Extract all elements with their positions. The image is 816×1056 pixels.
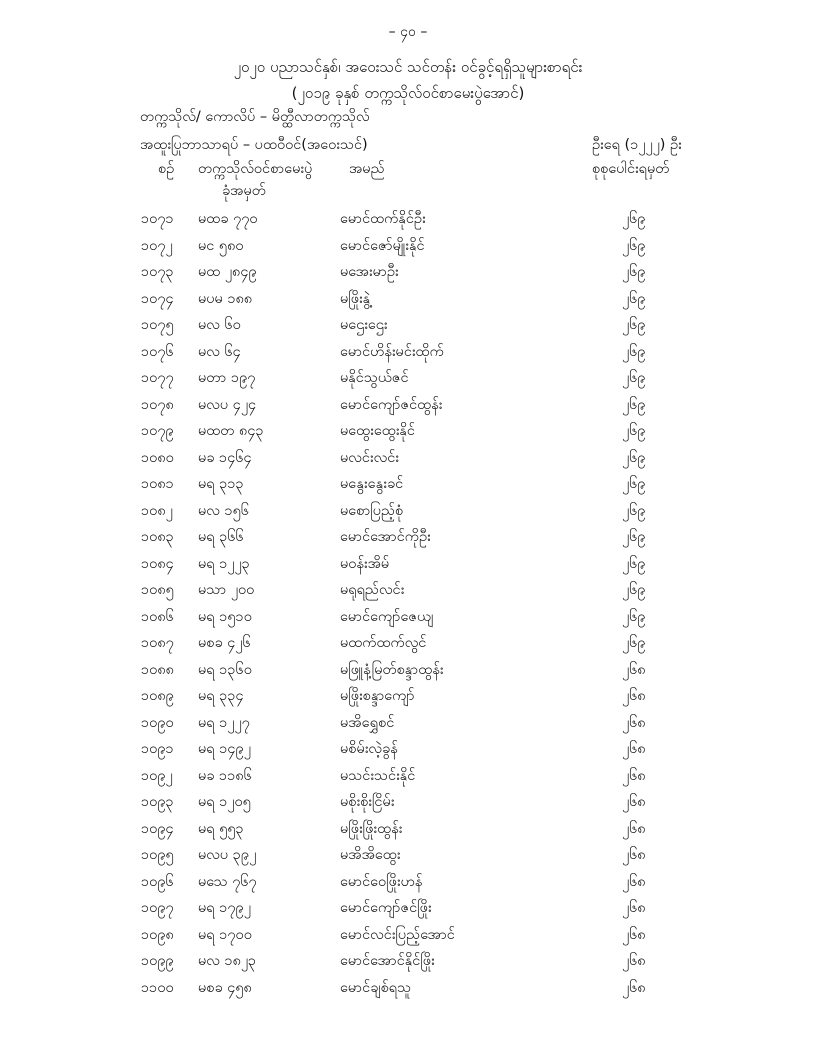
marks-cell: ၂၆၈ bbox=[622, 847, 646, 863]
serial-cell: ၁၀၉၆ bbox=[141, 873, 174, 890]
marks-cell: ၂၆၉ bbox=[622, 449, 646, 466]
serial-cell: ၁၀၉၇ bbox=[141, 900, 174, 916]
serial-cell: ၁၀၈၃ bbox=[141, 529, 174, 545]
table-row bbox=[0, 763, 816, 790]
table-row bbox=[0, 471, 816, 498]
serial-cell: ၁၀၇၄ bbox=[141, 290, 174, 307]
serial-cell: ၁၀၈၇ bbox=[141, 635, 174, 651]
roll-number-cell: မရ ၃၆၆ bbox=[198, 529, 244, 545]
marks-cell: ၂၆၉ bbox=[622, 211, 646, 227]
marks-cell: ၂၆၉ bbox=[622, 237, 646, 254]
serial-cell: ၁၀၉၀ bbox=[141, 714, 174, 731]
roll-number-cell: မရ ၁၃၆၀ bbox=[198, 661, 252, 678]
university-label: တက္ကသိုလ်/ ကောလိပ် – မိတ္ထီလာတက္ကသိုလ် bbox=[140, 109, 370, 125]
document-subtitle: (၂၀၁၉ ခုနှစ် တက္ကသိုလ်ဝင်စာမေးပွဲအောင်) bbox=[291, 84, 525, 102]
name-cell: မစိုးစိုးငြိမ်း bbox=[340, 794, 395, 810]
name-cell: မအိရွှေစင် bbox=[340, 714, 395, 731]
marks-cell: ၂၆၉ bbox=[622, 396, 646, 413]
table-row bbox=[0, 869, 816, 896]
name-cell: မောင်ကျော်ဇေယျ bbox=[340, 608, 434, 625]
marks-cell: ၂၆၉ bbox=[622, 635, 646, 651]
marks-cell: ၂၆၈ bbox=[622, 926, 646, 943]
header-roll-number-line2: ခုံအမှတ် bbox=[222, 183, 266, 199]
serial-cell: ၁၀၉၃ bbox=[141, 794, 174, 810]
name-cell: မနွေးနွေးခင် bbox=[340, 476, 404, 492]
serial-cell: ၁၀၉၅ bbox=[141, 847, 174, 863]
table-row bbox=[0, 922, 816, 949]
table-row bbox=[0, 975, 816, 1002]
marks-cell: ၂၆၈ bbox=[622, 953, 646, 969]
roll-number-cell: မထခ ၇၇၀ bbox=[198, 211, 258, 227]
marks-cell: ၂၆၈ bbox=[622, 661, 646, 678]
name-cell: မအိအိထွေး bbox=[340, 847, 401, 863]
marks-cell: ၂၆၈ bbox=[622, 767, 646, 784]
page-number: – ၄၀ – bbox=[388, 24, 428, 40]
table-row bbox=[0, 551, 816, 578]
roll-number-cell: မစခ ၄၅၈ bbox=[198, 979, 252, 996]
name-cell: မဖြိုးဖြိုးထွန်း bbox=[340, 820, 403, 837]
table-row bbox=[0, 683, 816, 710]
roll-number-cell: မရ ၁၅၁၀ bbox=[198, 608, 252, 625]
name-cell: မဖြိုးနွဲ့ bbox=[340, 290, 371, 307]
name-cell: မနိုင်သွယ်ဇင် bbox=[340, 370, 409, 386]
roll-number-cell: မလ ၆၀ bbox=[198, 317, 241, 333]
table-row bbox=[0, 206, 816, 233]
table-row bbox=[0, 392, 816, 419]
marks-cell: ၂၆၈ bbox=[622, 741, 646, 757]
table-row bbox=[0, 710, 816, 737]
marks-cell: ၂၆၈ bbox=[622, 900, 646, 916]
serial-cell: ၁၀၈၆ bbox=[141, 608, 174, 625]
marks-cell: ၂၆၉ bbox=[622, 423, 646, 439]
roll-number-cell: မရ ၁၂၂၃ bbox=[198, 555, 250, 572]
roll-number-cell: မလ ၁၈၂၃ bbox=[198, 953, 257, 969]
table-row bbox=[0, 286, 816, 313]
name-cell: မောင်ချစ်ရသူ bbox=[340, 979, 412, 996]
roll-number-cell: မထတ ၈၄၃ bbox=[198, 423, 264, 439]
table-row bbox=[0, 498, 816, 525]
serial-cell: ၁၀၉၉ bbox=[141, 953, 174, 969]
name-cell: မစိမ်းလဲ့ခွန် bbox=[340, 741, 398, 757]
header-roll-number: တက္ကသိုလ်ဝင်စာမေးပွဲ bbox=[198, 161, 313, 177]
total-count: ဦးရေ (၁၂၂၂) ဦး bbox=[592, 137, 682, 153]
name-cell: မောင်အောင်နိုင်ဖြိုး bbox=[340, 953, 435, 969]
specialization-label: အထူးပြုဘာသာရပ် – ပထဝီဝင်(အဝေးသင်) bbox=[140, 137, 368, 153]
roll-number-cell: မသေ ၇၆၇ bbox=[198, 873, 257, 890]
name-cell: မောင်ဟိန်းမင်းထိုက် bbox=[340, 343, 444, 360]
serial-cell: ၁၀၉၈ bbox=[141, 926, 174, 943]
marks-cell: ၂၆၈ bbox=[622, 820, 646, 837]
roll-number-cell: မခ ၁၁၈၆ bbox=[198, 767, 252, 784]
table-row bbox=[0, 789, 816, 816]
name-cell: မဝန်းအိမ် bbox=[340, 555, 390, 572]
table-row bbox=[0, 418, 816, 445]
marks-cell: ၂၆၉ bbox=[622, 317, 646, 333]
name-cell: မသင်းသင်းနိုင် bbox=[340, 767, 416, 784]
roll-number-cell: မရ ၃၃၄ bbox=[198, 688, 244, 704]
name-cell: မဌေးဌေး bbox=[340, 317, 388, 333]
student-list bbox=[0, 206, 816, 1001]
marks-cell: ၂၆၉ bbox=[622, 555, 646, 572]
serial-cell: ၁၀၈၈ bbox=[141, 661, 174, 678]
roll-number-cell: မစခ ၄၂၆ bbox=[198, 635, 251, 651]
serial-cell: ၁၀၇၁ bbox=[141, 211, 174, 227]
name-cell: မစောပြည့်စုံ bbox=[340, 502, 404, 519]
serial-cell: ၁၀၈၂ bbox=[141, 502, 173, 519]
roll-number-cell: မထ ၂၈၄၉ bbox=[198, 264, 257, 280]
serial-cell: ၁၀၈၉ bbox=[141, 688, 174, 704]
header-total-marks: စုစုပေါင်းရမှတ် bbox=[592, 161, 670, 177]
roll-number-cell: မရ ၅၅၃ bbox=[198, 820, 244, 837]
name-cell: မောင်အောင်ကိုဦး bbox=[340, 529, 431, 545]
marks-cell: ၂၆၉ bbox=[622, 290, 646, 307]
marks-cell: ၂၆၉ bbox=[622, 370, 646, 386]
name-cell: မောင်ကျော်ဇင်ထွန်း bbox=[340, 396, 443, 413]
table-row bbox=[0, 630, 816, 657]
name-cell: မရုရည်လင်း bbox=[340, 582, 405, 598]
table-row bbox=[0, 445, 816, 472]
marks-cell: ၂၆၈ bbox=[622, 873, 646, 890]
roll-number-cell: မရ ၁၇၉၂ bbox=[198, 900, 251, 916]
serial-cell: ၁၀၈၀ bbox=[141, 449, 174, 466]
table-row bbox=[0, 816, 816, 843]
marks-cell: ၂၆၉ bbox=[622, 343, 646, 360]
marks-cell: ၂၆၈ bbox=[622, 979, 646, 996]
roll-number-cell: မရ ၁၄၉၂ bbox=[198, 741, 251, 757]
roll-number-cell: မပမ ၁၈၈ bbox=[198, 290, 253, 307]
table-row bbox=[0, 524, 816, 551]
marks-cell: ၂၆၈ bbox=[622, 714, 646, 731]
header-serial: စဉ် bbox=[158, 161, 175, 177]
roll-number-cell: မလပ ၄၂၄ bbox=[198, 396, 257, 413]
marks-cell: ၂၆၈ bbox=[622, 794, 646, 810]
serial-cell: ၁၀၇၅ bbox=[141, 317, 174, 333]
serial-cell: ၁၀၇၈ bbox=[141, 396, 174, 413]
roll-number-cell: မင ၅၈၀ bbox=[198, 237, 244, 254]
name-cell: မအေးမာဦး bbox=[340, 264, 399, 280]
serial-cell: ၁၀၇၂ bbox=[141, 237, 173, 254]
marks-cell: ၂၆၉ bbox=[622, 582, 646, 598]
table-row bbox=[0, 365, 816, 392]
table-row bbox=[0, 736, 816, 763]
roll-number-cell: မရ ၁၂၂၇ bbox=[198, 714, 250, 731]
marks-cell: ၂၆၉ bbox=[622, 264, 646, 280]
serial-cell: ၁၀၉၁ bbox=[141, 741, 174, 757]
serial-cell: ၁၀၈၄ bbox=[141, 555, 174, 572]
table-row bbox=[0, 259, 816, 286]
roll-number-cell: မရ ၁၇၀၀ bbox=[198, 926, 252, 943]
serial-cell: ၁၀၈၅ bbox=[141, 582, 174, 598]
roll-number-cell: မလပ ၃၉၂ bbox=[198, 847, 257, 863]
table-row bbox=[0, 657, 816, 684]
table-row bbox=[0, 895, 816, 922]
marks-cell: ၂၆၉ bbox=[622, 608, 646, 625]
name-cell: မောင်ကျော်ဇင်ဖြိုး bbox=[340, 900, 432, 916]
serial-cell: ၁၀၇၉ bbox=[141, 423, 174, 439]
serial-cell: ၁၀၈၁ bbox=[141, 476, 174, 492]
marks-cell: ၂၆၈ bbox=[622, 688, 646, 704]
serial-cell: ၁၀၇၇ bbox=[141, 370, 174, 386]
table-row bbox=[0, 604, 816, 631]
name-cell: မောင်လင်းပြည့်အောင် bbox=[340, 926, 455, 943]
serial-cell: ၁၀၇၆ bbox=[141, 343, 174, 360]
name-cell: မောင်ဝေဖြိုးဟန် bbox=[340, 873, 423, 890]
name-cell: မလင်းလင်း bbox=[340, 449, 399, 466]
table-row bbox=[0, 312, 816, 339]
serial-cell: ၁၁၀၀ bbox=[141, 979, 174, 996]
table-row bbox=[0, 577, 816, 604]
header-name: အမည် bbox=[349, 161, 385, 177]
roll-number-cell: မလ ၆၄ bbox=[198, 343, 241, 360]
serial-cell: ၁၀၇၃ bbox=[141, 264, 174, 280]
table-row bbox=[0, 233, 816, 260]
serial-cell: ၁၀၉၂ bbox=[141, 767, 173, 784]
table-row bbox=[0, 948, 816, 975]
roll-number-cell: မရ ၃၁၃ bbox=[198, 476, 244, 492]
marks-cell: ၂၆၉ bbox=[622, 529, 646, 545]
name-cell: မဖြိုးစန္ဒာကျော် bbox=[340, 688, 415, 704]
roll-number-cell: မသာ ၂၀၀ bbox=[198, 582, 255, 598]
name-cell: မထက်ထက်လွင် bbox=[340, 635, 427, 651]
roll-number-cell: မတာ ၁၉၇ bbox=[198, 370, 256, 386]
roll-number-cell: မခ ၁၄၆၄ bbox=[198, 449, 252, 466]
marks-cell: ၂၆၉ bbox=[622, 476, 646, 492]
roll-number-cell: မရ ၁၂၀၅ bbox=[198, 794, 251, 810]
table-row bbox=[0, 842, 816, 869]
marks-cell: ၂၆၉ bbox=[622, 502, 646, 519]
name-cell: မထွေးထွေးနိုင် bbox=[340, 423, 415, 439]
name-cell: မောင်ထက်နိုင်ဦး bbox=[340, 211, 426, 227]
document-title: ၂၀၂၀ ပညာသင်နှစ်၊ အဝေးသင် သင်တန်း ဝင်ခွင့်ရရှိသူများစာရင်း bbox=[233, 58, 583, 76]
name-cell: မဖြူနံ့မြတ်စန္ဒာထွန်း bbox=[340, 661, 444, 678]
roll-number-cell: မလ ၁၅၆ bbox=[198, 502, 249, 519]
name-cell: မောင်ဇော်မျိုးနိုင် bbox=[340, 237, 425, 254]
table-row bbox=[0, 339, 816, 366]
serial-cell: ၁၀၉၄ bbox=[141, 820, 174, 837]
